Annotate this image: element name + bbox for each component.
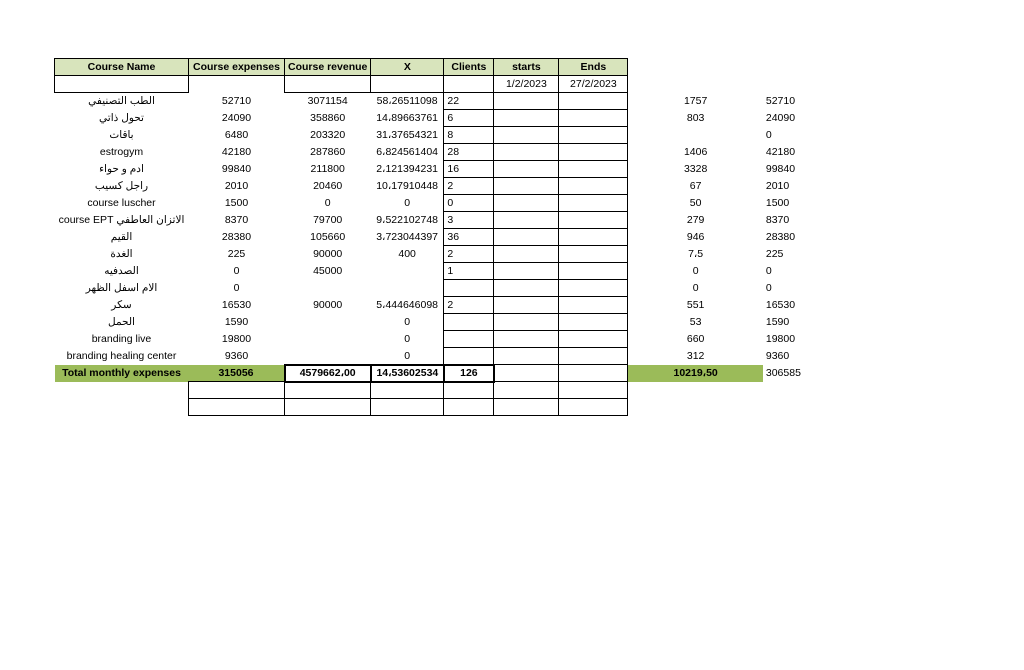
ends-cell[interactable] xyxy=(559,348,628,365)
empty-cell[interactable] xyxy=(628,59,763,76)
empty-cell[interactable] xyxy=(628,382,763,399)
extra2-cell[interactable]: 1590 xyxy=(765,316,790,328)
ends-cell[interactable] xyxy=(559,314,628,331)
x-cell[interactable]: 0 xyxy=(404,349,411,362)
empty-cell[interactable] xyxy=(55,399,189,416)
extra2-cell[interactable]: 8370 xyxy=(765,214,790,226)
ends-cell[interactable] xyxy=(559,110,628,127)
empty-cell[interactable] xyxy=(371,76,444,93)
clients-cell[interactable]: 36 xyxy=(444,229,494,246)
course-name-cell[interactable]: راجل كسيب xyxy=(94,180,149,192)
clients-cell[interactable]: 6 xyxy=(444,110,494,127)
expenses-cell[interactable]: 1500 xyxy=(224,197,249,209)
blank-row xyxy=(55,382,833,399)
clients-cell[interactable]: 2 xyxy=(444,178,494,195)
ends-cell[interactable] xyxy=(559,280,628,297)
x-cell[interactable]: 6،824561404 xyxy=(376,146,439,158)
x-cell[interactable]: 0 xyxy=(404,316,411,328)
header-ends[interactable]: Ends xyxy=(559,59,628,76)
table-row xyxy=(55,246,833,263)
empty-cell[interactable] xyxy=(763,399,833,416)
x-cell[interactable]: 58،26511098 xyxy=(376,95,438,108)
table-row xyxy=(55,280,833,297)
starts-cell[interactable] xyxy=(494,127,559,144)
table-row xyxy=(55,144,833,161)
starts-cell[interactable] xyxy=(494,348,559,365)
revenue-cell[interactable]: 358860 xyxy=(310,112,346,124)
blank-row xyxy=(55,399,833,416)
x-cell[interactable]: 31،37654321 xyxy=(376,129,439,141)
clients-cell[interactable]: 16 xyxy=(444,161,494,178)
course-table xyxy=(54,58,833,416)
empty-cell[interactable] xyxy=(559,399,628,416)
x-cell[interactable]: 0 xyxy=(404,333,411,345)
clients-cell[interactable]: 1 xyxy=(444,263,494,280)
expenses-cell[interactable]: 2010 xyxy=(224,180,249,192)
table-row xyxy=(55,110,833,127)
extra1-cell[interactable]: 803 xyxy=(686,112,705,124)
extra1-cell[interactable]: 660 xyxy=(686,333,705,345)
starts-cell[interactable] xyxy=(494,178,559,195)
ends-cell[interactable] xyxy=(559,246,628,263)
course-name-cell[interactable]: القيم xyxy=(110,231,133,243)
x-cell[interactable]: 5،444646098 xyxy=(376,299,439,311)
x-cell[interactable]: 2،121394231 xyxy=(376,163,439,175)
ends-cell[interactable] xyxy=(559,161,628,178)
expenses-cell[interactable]: 19800 xyxy=(221,333,252,345)
revenue-cell[interactable]: 79700 xyxy=(313,214,343,226)
expenses-cell[interactable]: 8370 xyxy=(224,214,249,226)
total-extra1-cell[interactable]: 10219،50 xyxy=(628,365,763,382)
table-row xyxy=(55,263,833,280)
extra1-cell[interactable]: 279 xyxy=(686,214,705,226)
empty-cell[interactable] xyxy=(763,76,833,93)
header-course-expenses[interactable]: Course expenses xyxy=(189,59,285,76)
ends-cell[interactable] xyxy=(559,229,628,246)
ends-cell[interactable] xyxy=(559,297,628,314)
extra1-cell[interactable]: 3328 xyxy=(683,163,708,175)
empty-cell[interactable] xyxy=(444,399,494,416)
revenue-cell[interactable] xyxy=(285,280,371,297)
expenses-cell[interactable]: 24090 xyxy=(221,112,252,124)
revenue-cell[interactable] xyxy=(285,348,371,365)
empty-cell[interactable] xyxy=(285,399,371,416)
extra2-cell[interactable]: 19800 xyxy=(765,333,796,345)
extra1-cell[interactable]: 312 xyxy=(686,350,705,362)
x-cell[interactable]: 10،17910448 xyxy=(376,180,439,192)
extra2-cell[interactable]: 16530 xyxy=(765,299,796,311)
x-cell[interactable]: 400 xyxy=(398,248,416,260)
x-cell[interactable] xyxy=(371,280,444,297)
extra1-cell[interactable]: 1406 xyxy=(683,146,708,158)
empty-cell[interactable] xyxy=(444,382,494,399)
course-name-cell[interactable]: branding live xyxy=(91,333,152,345)
end-date-cell[interactable]: 27/2/2023 xyxy=(559,76,628,93)
clients-cell[interactable]: 22 xyxy=(444,93,494,110)
x-cell[interactable]: 3،723044397 xyxy=(376,231,439,243)
extra2-cell[interactable]: 99840 xyxy=(765,163,796,175)
starts-cell[interactable] xyxy=(494,161,559,178)
course-name-cell[interactable]: الغدة xyxy=(110,248,133,260)
expenses-cell[interactable]: 28380 xyxy=(221,231,252,243)
clients-cell[interactable]: 8 xyxy=(444,127,494,144)
extra1-cell[interactable]: 0 xyxy=(692,265,699,277)
course-name-cell[interactable]: الاتزان العاطفي course EPT xyxy=(58,214,185,226)
spreadsheet xyxy=(54,58,833,416)
expenses-cell[interactable]: 0 xyxy=(233,282,240,294)
empty-cell[interactable] xyxy=(55,382,189,399)
extra2-cell[interactable]: 0 xyxy=(765,265,772,277)
ends-cell[interactable] xyxy=(559,212,628,229)
starts-cell[interactable] xyxy=(494,263,559,280)
empty-cell[interactable] xyxy=(628,399,763,416)
empty-cell[interactable] xyxy=(559,365,628,382)
empty-cell[interactable] xyxy=(763,59,833,76)
course-name-cell[interactable]: الصدفيه xyxy=(104,265,139,277)
table-row xyxy=(55,178,833,195)
empty-cell[interactable] xyxy=(371,382,444,399)
clients-cell[interactable] xyxy=(444,314,494,331)
extra1-cell[interactable] xyxy=(628,127,763,144)
clients-cell[interactable] xyxy=(444,280,494,297)
ends-cell[interactable] xyxy=(559,263,628,280)
expenses-cell[interactable]: 225 xyxy=(227,248,246,260)
x-cell[interactable]: 0 xyxy=(404,197,411,209)
extra2-cell[interactable]: 225 xyxy=(765,248,784,260)
expenses-cell[interactable]: 99840 xyxy=(221,163,252,175)
revenue-cell[interactable]: 211800 xyxy=(310,163,345,175)
revenue-cell[interactable] xyxy=(285,331,371,348)
empty-cell[interactable] xyxy=(55,76,189,93)
total-row xyxy=(55,365,833,382)
empty-cell[interactable] xyxy=(763,382,833,399)
empty-cell[interactable] xyxy=(494,365,559,382)
expenses-cell[interactable]: 42180 xyxy=(221,146,252,158)
clients-cell[interactable]: 2 xyxy=(444,246,494,263)
extra1-cell[interactable]: 67 xyxy=(689,180,702,192)
empty-cell[interactable] xyxy=(285,76,371,93)
table-row xyxy=(55,212,833,229)
total-revenue-cell[interactable]: 4579662،00 xyxy=(285,365,371,382)
extra1-cell[interactable]: 53 xyxy=(689,316,702,328)
x-cell[interactable]: 14،89663761 xyxy=(376,112,439,124)
expenses-cell[interactable]: 52710 xyxy=(221,95,252,107)
starts-cell[interactable] xyxy=(494,331,559,348)
course-name-cell[interactable]: ادم و حواء xyxy=(99,163,144,175)
expenses-cell[interactable]: 6480 xyxy=(224,129,249,141)
revenue-cell[interactable]: 203320 xyxy=(310,129,346,141)
revenue-cell[interactable]: 45000 xyxy=(313,265,343,277)
ends-cell[interactable] xyxy=(559,195,628,212)
header-clients[interactable]: Clients xyxy=(444,59,494,76)
clients-cell[interactable]: 28 xyxy=(444,144,494,161)
empty-cell[interactable] xyxy=(189,76,285,93)
starts-cell[interactable] xyxy=(494,229,559,246)
start-date-cell[interactable]: 1/2/2023 xyxy=(494,76,559,93)
table-row xyxy=(55,229,833,246)
total-extra2-cell[interactable]: 306585 xyxy=(765,367,801,379)
revenue-cell[interactable]: 287860 xyxy=(310,146,346,158)
empty-cell[interactable] xyxy=(628,76,763,93)
course-name-cell[interactable]: course luscher xyxy=(87,197,156,209)
revenue-cell[interactable]: 20460 xyxy=(313,180,343,192)
expenses-cell[interactable]: 1590 xyxy=(224,316,249,328)
extra1-cell[interactable]: 7،5 xyxy=(688,248,704,260)
header-x[interactable]: X xyxy=(371,59,444,76)
revenue-cell[interactable] xyxy=(285,314,371,331)
extra2-cell[interactable]: 28380 xyxy=(765,231,796,243)
table-row xyxy=(55,331,833,348)
starts-cell[interactable] xyxy=(494,297,559,314)
course-name-cell[interactable]: سكر xyxy=(111,299,132,311)
ends-cell[interactable] xyxy=(559,178,628,195)
extra1-cell[interactable]: 1757 xyxy=(683,95,708,107)
starts-cell[interactable] xyxy=(494,280,559,297)
table-row xyxy=(55,161,833,178)
clients-cell[interactable] xyxy=(444,348,494,365)
clients-cell[interactable] xyxy=(444,331,494,348)
empty-cell[interactable] xyxy=(285,382,371,399)
total-x-cell[interactable]: 14،53602534 xyxy=(371,365,444,382)
table-row xyxy=(55,314,833,331)
empty-cell[interactable] xyxy=(189,382,285,399)
empty-cell[interactable] xyxy=(559,382,628,399)
course-name-cell[interactable]: تحول ذاتي xyxy=(99,112,144,124)
starts-cell[interactable] xyxy=(494,144,559,161)
starts-cell[interactable] xyxy=(494,314,559,331)
revenue-cell[interactable]: 90000 xyxy=(313,248,343,260)
table-row xyxy=(55,127,833,144)
course-name-cell[interactable]: الحمل xyxy=(108,316,135,328)
extra2-cell[interactable]: 42180 xyxy=(765,146,796,158)
empty-cell[interactable] xyxy=(371,399,444,416)
total-expenses-cell[interactable]: 315056 xyxy=(189,365,285,382)
course-name-cell[interactable]: باقات xyxy=(109,129,134,141)
empty-cell[interactable] xyxy=(494,382,559,399)
x-cell[interactable] xyxy=(371,263,444,280)
extra1-cell[interactable]: 551 xyxy=(686,299,705,311)
header-course-name[interactable]: Course Name xyxy=(55,59,189,76)
header-row xyxy=(55,59,833,76)
extra1-cell[interactable]: 946 xyxy=(686,231,705,243)
course-name-cell[interactable]: branding healing center xyxy=(66,350,177,362)
starts-cell[interactable] xyxy=(494,195,559,212)
table-row xyxy=(55,297,833,314)
expenses-cell[interactable]: 0 xyxy=(233,265,240,277)
clients-cell[interactable]: 3 xyxy=(444,212,494,229)
extra2-cell[interactable]: 0 xyxy=(765,282,772,294)
clients-cell[interactable]: 2 xyxy=(444,297,494,314)
starts-cell[interactable] xyxy=(494,212,559,229)
empty-cell[interactable] xyxy=(494,399,559,416)
course-name-cell[interactable]: estrogym xyxy=(99,146,144,158)
extra2-cell[interactable]: 24090 xyxy=(765,112,796,124)
empty-cell[interactable] xyxy=(444,76,494,93)
course-name-cell[interactable]: الام اسفل الظهر xyxy=(85,282,158,294)
extra2-cell[interactable]: 52710 xyxy=(765,95,796,107)
table-row xyxy=(55,93,833,110)
extra1-cell[interactable]: 0 xyxy=(692,282,699,294)
course-name-cell[interactable]: الطب التصنيفي xyxy=(88,95,155,108)
header-course-revenue[interactable]: Course revenue xyxy=(285,59,371,76)
revenue-cell[interactable]: 105660 xyxy=(310,231,346,243)
empty-cell[interactable] xyxy=(189,399,285,416)
revenue-cell[interactable]: 3071154 xyxy=(307,95,348,108)
expenses-cell[interactable]: 16530 xyxy=(221,299,252,311)
total-clients-cell[interactable]: 126 xyxy=(444,365,494,382)
x-cell[interactable]: 9،522102748 xyxy=(376,214,439,226)
revenue-cell[interactable]: 90000 xyxy=(313,299,343,311)
header-starts[interactable]: starts xyxy=(494,59,559,76)
extra2-cell[interactable]: 2010 xyxy=(765,180,790,192)
table-row xyxy=(55,348,833,365)
extra2-cell[interactable]: 1500 xyxy=(765,197,790,209)
extra1-cell[interactable]: 50 xyxy=(689,197,702,209)
ends-cell[interactable] xyxy=(559,144,628,161)
starts-cell[interactable] xyxy=(494,110,559,127)
ends-cell[interactable] xyxy=(559,93,628,110)
dates-row xyxy=(55,76,833,93)
starts-cell[interactable] xyxy=(494,93,559,110)
starts-cell[interactable] xyxy=(494,246,559,263)
extra2-cell[interactable]: 0 xyxy=(765,129,772,141)
total-label-cell[interactable]: Total monthly expenses xyxy=(55,365,189,382)
clients-cell[interactable]: 0 xyxy=(444,195,494,212)
extra2-cell[interactable]: 9360 xyxy=(765,350,790,362)
expenses-cell[interactable]: 9360 xyxy=(224,350,249,362)
ends-cell[interactable] xyxy=(559,127,628,144)
ends-cell[interactable] xyxy=(559,331,628,348)
table-row xyxy=(55,195,833,212)
revenue-cell[interactable]: 0 xyxy=(324,197,331,209)
